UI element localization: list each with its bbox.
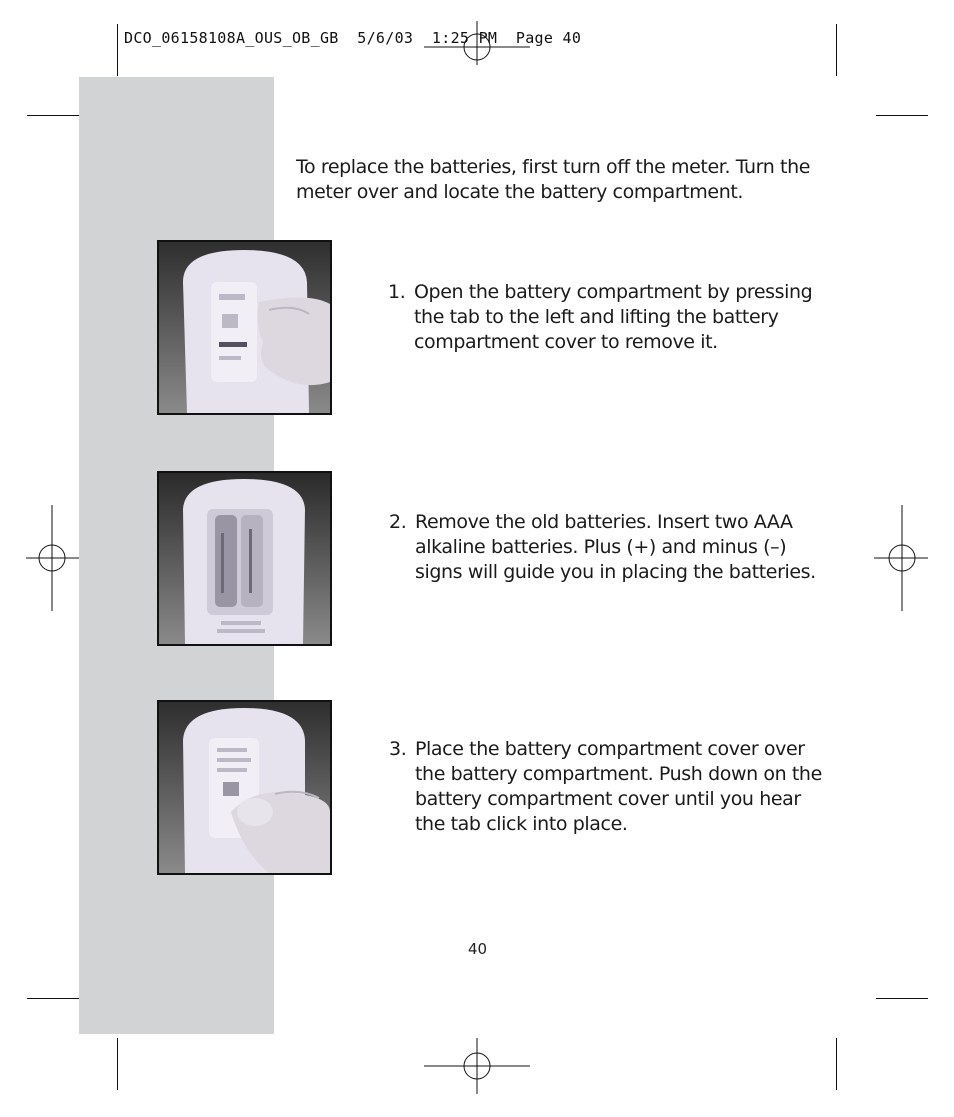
- step-3-photo: [157, 700, 332, 875]
- step-2: [389, 510, 835, 585]
- intro-paragraph: To replace the batteries, first turn off the meter. Turn the meter over and locate the battery compartment.: [296, 156, 811, 203]
- crop-mark-top-left-vertical: [117, 24, 118, 76]
- step-3-number: 3.: [389, 738, 407, 760]
- crop-mark-bottom-right-horizontal: [876, 998, 928, 999]
- print-slug-line: DCO_06158108A_OUS_OB_GB 5/6/03 1:25 PM Page 40: [124, 29, 582, 47]
- crop-mark-top-right-horizontal: [876, 115, 928, 116]
- crop-mark-bottom-left-horizontal: [27, 998, 79, 999]
- crop-mark-top-right-vertical: [836, 24, 837, 76]
- crop-mark-top-left-horizontal: [27, 115, 79, 116]
- step-3-text: Place the battery compartment cover over the battery compartment. Push down on the battery compartment cover until you hear the tab click into place.: [415, 738, 822, 835]
- crop-mark-bottom-left-vertical: [117, 1038, 118, 1090]
- step-1-text: Open the battery compartment by pressing the tab to the left and lifting the battery compartment cover to remove it.: [414, 281, 813, 353]
- crop-mark-bottom-right-vertical: [836, 1038, 837, 1090]
- registration-mark-right: [874, 505, 928, 611]
- registration-mark-left: [26, 505, 80, 611]
- step-3: [389, 737, 835, 837]
- step-1: [388, 280, 834, 355]
- page-number: 40: [468, 940, 488, 958]
- step-2-number: 2.: [389, 511, 407, 533]
- step-2-text: Remove the old batteries. Insert two AAA alkaline batteries. Plus (+) and minus (–) signs will guide you in placing the batteries.: [415, 511, 816, 583]
- step-2-photo: [157, 471, 332, 646]
- registration-mark-bottom: [424, 1038, 530, 1094]
- step-1-number: 1.: [388, 281, 406, 303]
- registration-mark-top: [424, 21, 530, 65]
- step-1-photo: [157, 240, 332, 415]
